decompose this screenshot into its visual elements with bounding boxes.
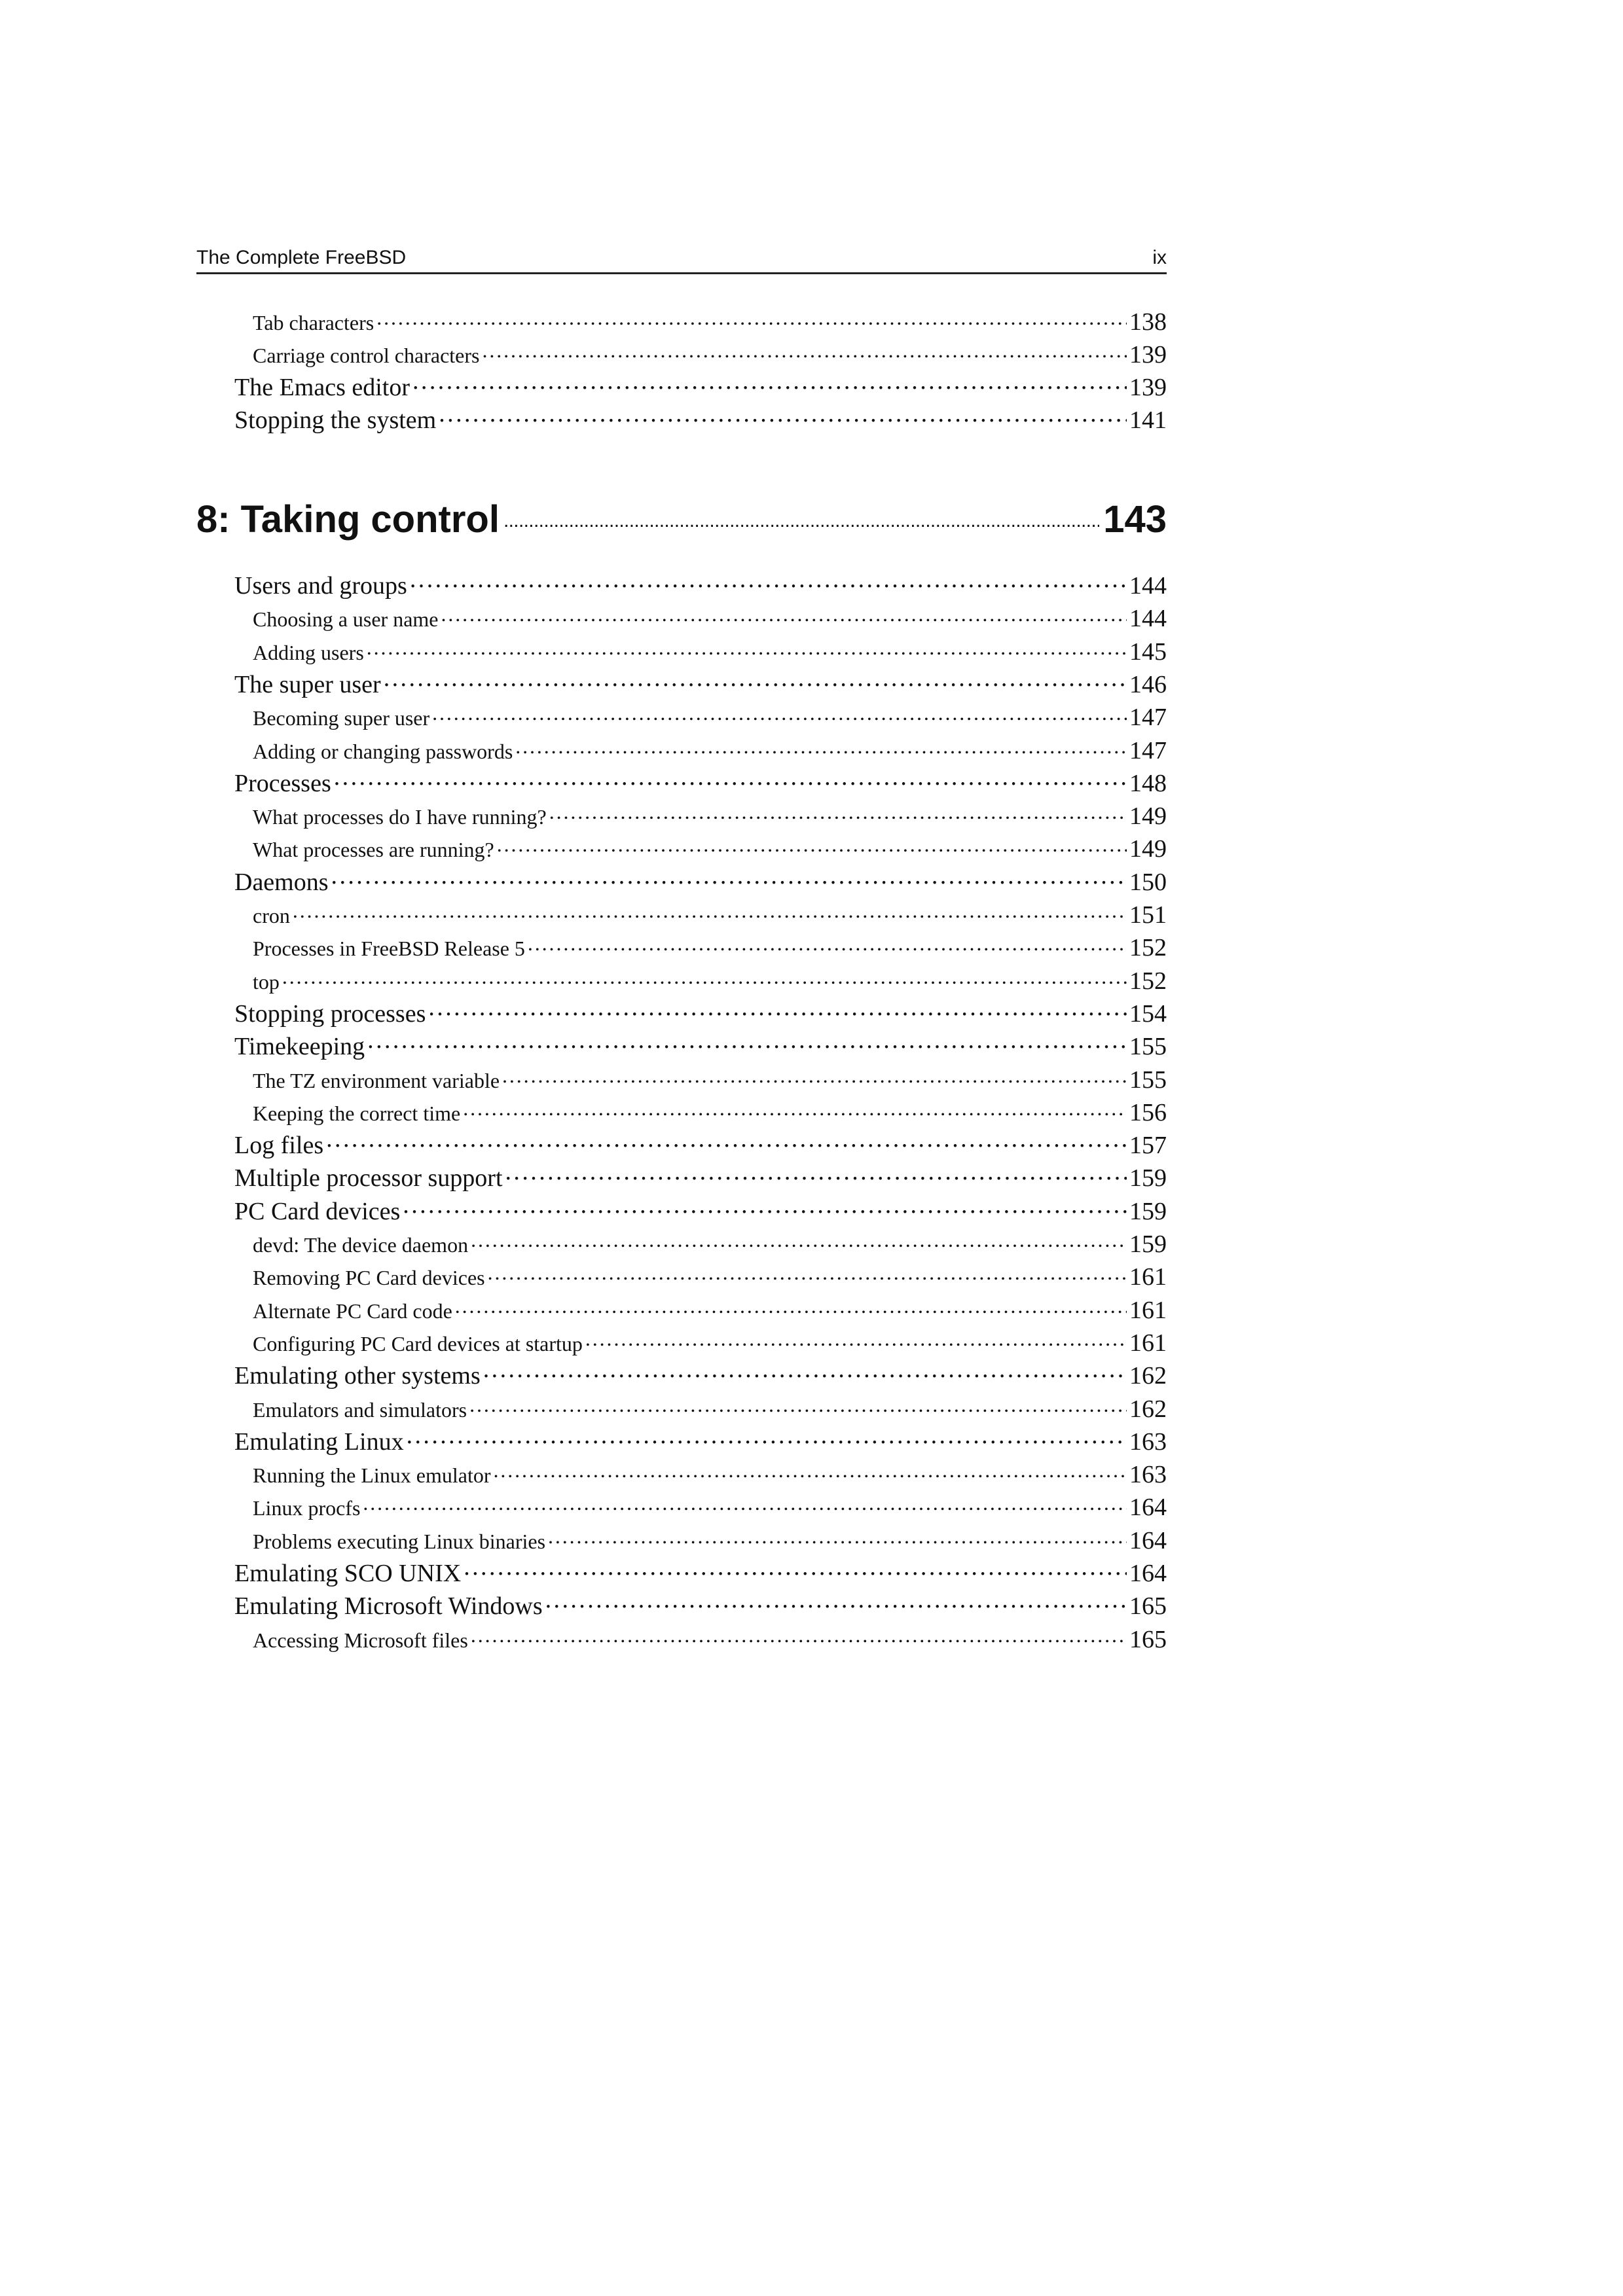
toc-entry-label: Emulating Microsoft Windows xyxy=(234,1592,543,1621)
toc-entry[interactable] xyxy=(253,1296,1167,1325)
toc-entry-page: 138 xyxy=(1129,308,1167,336)
toc-entry-page: 163 xyxy=(1129,1427,1167,1456)
dot-leader xyxy=(282,976,1127,988)
toc-entry-label: What processes do I have running? xyxy=(253,805,547,829)
toc-entry[interactable] xyxy=(253,736,1167,765)
toc-entry-label: Problems executing Linux binaries xyxy=(253,1529,546,1553)
toc-entry-label: Emulators and simulators xyxy=(253,1397,467,1422)
toc-entry-page: 152 xyxy=(1129,934,1167,962)
toc-entry-page: 141 xyxy=(1129,406,1167,434)
toc-entry[interactable] xyxy=(253,1493,1167,1522)
toc-entry[interactable] xyxy=(234,999,1167,1028)
dot-leader xyxy=(410,579,1127,594)
toc-entry-label: Accessing Microsoft files xyxy=(253,1628,468,1652)
dot-leader xyxy=(585,1338,1127,1351)
toc-entry-label: Configuring PC Card devices at startup xyxy=(253,1331,583,1355)
dot-leader xyxy=(441,614,1127,626)
toc-entry-page: 139 xyxy=(1129,374,1167,401)
toc-entry-page: 165 xyxy=(1129,1625,1167,1653)
dot-leader xyxy=(469,1404,1127,1416)
dot-leader xyxy=(363,1503,1127,1515)
toc-entry-label: The Emacs editor xyxy=(234,374,410,401)
toc-entry-label: Keeping the correct time xyxy=(253,1101,461,1125)
toc-entry[interactable] xyxy=(234,1164,1167,1193)
dot-leader xyxy=(545,1600,1127,1615)
dot-leader xyxy=(464,1566,1127,1581)
toc-entry-page: 150 xyxy=(1129,868,1167,896)
toc-entry[interactable] xyxy=(234,1131,1167,1160)
dot-leader xyxy=(471,1634,1127,1647)
dot-leader xyxy=(403,1204,1127,1219)
toc-entry-label: Stopping processes xyxy=(234,999,426,1028)
toc-entry[interactable] xyxy=(253,1526,1167,1555)
toc-entry[interactable] xyxy=(253,637,1167,666)
toc-entry-page: 164 xyxy=(1129,1560,1167,1587)
toc-entry-label: Becoming super user xyxy=(253,706,430,730)
toc-entry[interactable] xyxy=(253,1230,1167,1259)
dot-leader xyxy=(439,413,1127,428)
toc-entry-page: 148 xyxy=(1129,769,1167,797)
toc-entry[interactable] xyxy=(234,868,1167,897)
toc-entry-label: The super user xyxy=(234,670,381,698)
toc-entry-page: 147 xyxy=(1129,736,1167,764)
toc-entry-label: Emulating Linux xyxy=(234,1427,404,1456)
dot-leader xyxy=(497,844,1127,857)
toc-entry-page: 139 xyxy=(1129,341,1167,368)
toc-entry[interactable] xyxy=(234,373,1167,402)
toc-entry[interactable] xyxy=(234,670,1167,699)
dot-leader xyxy=(334,776,1127,791)
dot-leader xyxy=(494,1470,1127,1482)
dot-leader xyxy=(376,317,1127,330)
toc-entry-label: Processes in FreeBSD Release 5 xyxy=(253,937,525,961)
toc-entry-page: 157 xyxy=(1129,1132,1167,1160)
toc-entry[interactable] xyxy=(234,1361,1167,1390)
toc-entry[interactable] xyxy=(253,604,1167,633)
toc-entry-page: 147 xyxy=(1129,704,1167,732)
toc-entry-label: Emulating other systems xyxy=(234,1362,481,1390)
toc-entry[interactable] xyxy=(234,1427,1167,1456)
dot-leader xyxy=(483,1369,1127,1384)
dot-leader xyxy=(488,1272,1127,1285)
dot-leader xyxy=(326,1138,1127,1153)
dot-leader xyxy=(367,1039,1127,1054)
dot-leader xyxy=(428,1007,1127,1022)
toc-entry-label: Carriage control characters xyxy=(253,344,480,367)
toc-entry-label: top xyxy=(253,969,280,994)
dot-leader xyxy=(548,1536,1127,1549)
toc-entry-label: PC Card devices xyxy=(234,1197,401,1225)
toc-entry-label: Linux procfs xyxy=(253,1496,361,1520)
toc-entry-page: 162 xyxy=(1129,1395,1167,1423)
book-title: The Complete FreeBSD xyxy=(196,247,407,268)
toc-entry-label: Adding or changing passwords xyxy=(253,739,513,763)
toc-entry-label: Tab characters xyxy=(253,311,374,334)
toc-entry-page: 162 xyxy=(1129,1362,1167,1390)
toc-entry-label: What processes are running? xyxy=(253,838,494,862)
toc-entry-label: Adding users xyxy=(253,640,364,664)
toc-entry-label: Choosing a user name xyxy=(253,607,439,632)
toc-entry-label: Users and groups xyxy=(234,572,407,600)
toc-entry-label: Processes xyxy=(234,769,331,797)
toc-entry[interactable] xyxy=(253,308,1167,336)
dot-leader xyxy=(482,350,1127,363)
toc-entry-page: 161 xyxy=(1129,1296,1167,1324)
page-number: ix xyxy=(1152,247,1167,268)
chapter-heading[interactable] xyxy=(196,497,1167,541)
chapter-page: 143 xyxy=(1103,498,1167,541)
dot-leader xyxy=(528,943,1127,956)
toc-entry-page: 144 xyxy=(1129,572,1167,600)
toc-entry[interactable] xyxy=(253,1625,1167,1654)
toc-entry-label: cron xyxy=(253,904,290,927)
toc-entry[interactable] xyxy=(253,1098,1167,1127)
toc-entry-page: 159 xyxy=(1129,1230,1167,1258)
toc-entry-label: Timekeeping xyxy=(234,1033,365,1061)
toc-entry-page: 149 xyxy=(1129,802,1167,831)
dot-leader xyxy=(515,745,1127,758)
toc-entry[interactable] xyxy=(253,1066,1167,1094)
dot-leader xyxy=(293,910,1127,923)
dot-leader xyxy=(502,1075,1127,1087)
toc-entry[interactable] xyxy=(253,933,1167,962)
toc-entry[interactable] xyxy=(234,1032,1167,1061)
toc-entry-page: 144 xyxy=(1129,605,1167,633)
toc-entry-page: 161 xyxy=(1129,1263,1167,1291)
toc-entry-page: 149 xyxy=(1129,835,1167,863)
toc-entry[interactable] xyxy=(234,1197,1167,1226)
toc-entry[interactable] xyxy=(253,834,1167,863)
dot-leader xyxy=(505,1172,1127,1187)
toc-entry-label: Daemons xyxy=(234,868,329,896)
dot-leader xyxy=(549,812,1127,824)
toc-entry-label: Alternate PC Card code xyxy=(253,1299,452,1323)
toc-entry[interactable] xyxy=(234,571,1167,600)
dot-leader xyxy=(384,677,1127,692)
toc-entry-page: 152 xyxy=(1129,967,1167,995)
toc-entry[interactable] xyxy=(253,802,1167,831)
toc-entry-page: 165 xyxy=(1129,1592,1167,1621)
toc-entry[interactable] xyxy=(253,703,1167,732)
dot-leader xyxy=(367,647,1127,659)
chapter-title: 8: Taking control xyxy=(196,498,500,541)
toc-entry-page: 155 xyxy=(1129,1033,1167,1061)
toc-entry-label: Log files xyxy=(234,1132,324,1160)
toc-entry-page: 164 xyxy=(1129,1526,1167,1554)
dot-leader xyxy=(471,1240,1127,1252)
toc-entry[interactable] xyxy=(234,769,1167,798)
dot-leader xyxy=(503,522,1099,532)
dot-leader xyxy=(463,1108,1127,1121)
toc-entry[interactable] xyxy=(234,406,1167,435)
toc-entry-page: 154 xyxy=(1129,999,1167,1028)
toc-entry[interactable] xyxy=(253,340,1167,369)
toc-entry-page: 155 xyxy=(1129,1066,1167,1094)
toc-entry-label: Stopping the system xyxy=(234,406,437,434)
dot-leader xyxy=(412,380,1127,395)
toc-entry[interactable] xyxy=(253,1263,1167,1291)
toc-entry-page: 159 xyxy=(1129,1164,1167,1193)
toc-entry-label: Removing PC Card devices xyxy=(253,1266,485,1290)
toc-entry[interactable] xyxy=(234,1559,1167,1588)
toc-entry[interactable] xyxy=(253,1329,1167,1357)
toc-entry[interactable] xyxy=(253,1460,1167,1489)
toc-entry-label: Multiple processor support xyxy=(234,1164,503,1193)
toc-entry[interactable] xyxy=(253,901,1167,929)
dot-leader xyxy=(432,713,1127,725)
dot-leader xyxy=(407,1435,1127,1450)
running-header xyxy=(196,243,1167,274)
toc-entry-label: Emulating SCO UNIX xyxy=(234,1560,462,1587)
toc-entry-label: devd: The device daemon xyxy=(253,1233,469,1257)
toc-entry[interactable] xyxy=(253,1395,1167,1424)
toc-entry-page: 164 xyxy=(1129,1494,1167,1522)
toc-entry-label: Running the Linux emulator xyxy=(253,1463,491,1488)
toc-entry-page: 161 xyxy=(1129,1329,1167,1357)
toc-entry[interactable] xyxy=(253,967,1167,996)
toc-entry-page: 159 xyxy=(1129,1197,1167,1225)
dot-leader xyxy=(331,875,1127,890)
toc-entry-page: 151 xyxy=(1129,901,1167,929)
toc-entry-page: 156 xyxy=(1129,1098,1167,1126)
toc-entry-page: 145 xyxy=(1129,637,1167,666)
toc-entry[interactable] xyxy=(234,1592,1167,1621)
toc-entry-label: The TZ environment variable xyxy=(253,1068,500,1092)
toc-entry-page: 163 xyxy=(1129,1461,1167,1489)
toc-entry-page: 146 xyxy=(1129,670,1167,698)
dot-leader xyxy=(455,1305,1127,1318)
